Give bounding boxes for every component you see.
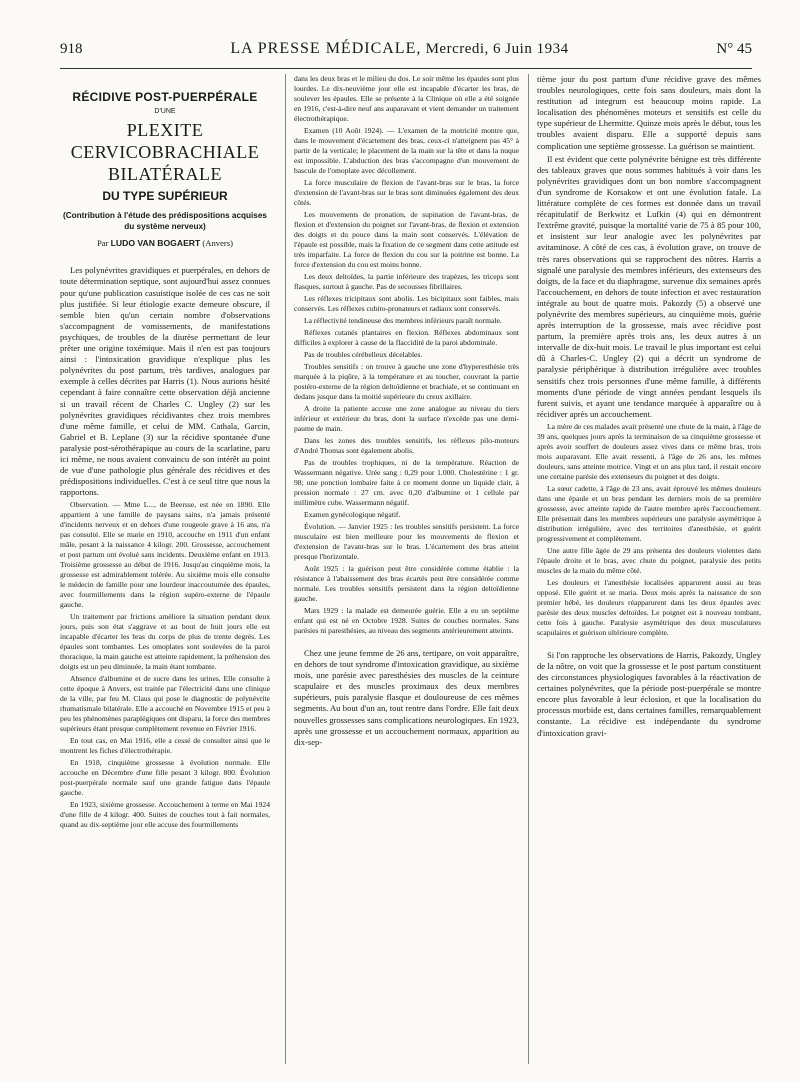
paragraph: Si l'on rapproche les observations de Harris, Pakozdy, Ungley de la nôtre, on voit que la grossesse et le post partum constituent des circonstances physiologiques favorables à la réactivation de certaines polynévrites, que la période post-puerpérale se montre encore plus favorable à leur éclosion, et que la localisation du processus morbide est, dans certaines familles, remarquablement constante. La récidive est indépendante du syndrome d'intoxication gravi-	[537, 649, 761, 738]
paragraph: Les polynévrites gravidiques et puerpérales, en dehors de toute détermination septique, sont aujourd'hui assez connues pour qu'une publication casuistique isolée de ces cas ne soit plus justifiée. Si leur étiologie exacte demeure obscure, il semble bien qu'un certain nombre d'observations s'accompagnent de vomissements, de manifestations psychiques, de troubles de la diurèse permettant de leur prêter une origine toxémique. Mais il n'en est pas toujours ainsi : l'intoxication gravidique n'explique plus les polynévrites du post partum, très tardives, analogues par exemple à celles décrites par Harris (1). Nous aurions hésité cependant à faire connaître cette observation déjà ancienne si un travail récent de Charles C. Ungley (2) sur les polynévrites gravidiques récidivantes chez trois membres d'une même famille, et celui de MM. Cathala, Garcin, Gabriel et B. Leplane (3) sur la récidive spontanée d'une paralysie post-sérothérapique au cours de la scarlatine, paru ici même, ne nous avaient convaincu de son intérêt au point de vue d'une pathologie plus générale des récidives et des prédispositions individuelles. C'est à ce seul titre que nous la rapportons.	[60, 265, 270, 498]
author-place: (Anvers)	[202, 238, 233, 249]
byline	[60, 238, 270, 249]
paragraph: dans les deux bras et le milieu du dos. Le soir même les épaules sont plus lourdes. Le dix-neuvième jour elle est incapable d'écarter les bras, de soulever les épaules. Elle se présente à la Clinique où elle a été soignée en 1916, c'est-à-dire neuf ans auparavant et vient demander un traitement électrothérapique.	[294, 74, 519, 123]
paragraph: A droite la patiente accuse une zone analogue au niveau du tiers inférieur et extérieur du bras, dont la surface n'excède pas une demi-paume de main.	[294, 404, 519, 433]
paragraph: Les réflexes tricipitaux sont abolis. Les bicipitaux sont faibles, mais conservés. Les réflexes cubito-pronateurs et radiaux sont conservés.	[294, 294, 519, 313]
paragraph: La sœur cadette, à l'âge de 23 ans, avait éprouvé les mêmes douleurs dans une épaule et un bras pendant les derniers mois de sa première grossesse, avec atteinte rapide de l'autre membre après l'accouchement. Elle présentait dans les membres supérieurs une paralysie asymétrique à distribution irrégulière, avec des territoires d'anesthésie, et guérit progressivement et complètement.	[537, 483, 761, 543]
paragraph: Chez une jeune femme de 26 ans, tertipare, on voit apparaître, en dehors de tout syndrome d'intoxication gravidique, au sixième mois, une parésie avec paresthésies des muscles de la ceinture scapulaire et des muscles proximaux des deux membres supérieurs, puis paralysie flasque et douloureuse de ces mêmes segments. Au bout d'un an, tout rentre dans l'ordre. Elle fait deux nouvelles grossesses sans complications neurologiques. En 1923, après une grossesse et un accouchement normaux, apparition au dix-sep-	[294, 648, 519, 747]
journal-title-line	[83, 40, 717, 58]
section-spacer	[294, 638, 519, 648]
paragraph: Observation. — Mme L..., de Beersse, est née en 1890. Elle appartient à une famille de paysans sains, n'a jamais présenté d'incidents nerveux et en dehors d'une rougeole grave à 16 ans, n'a pas consulté. Elle se marie en 1910, accouche en 1911 d'un enfant mâle, pesant à la naissance 4 kilogr. 200. Grossesse, accouchement et post partum ont évolué sans incidents. Deuxième enfant en 1913. Troisième grossesse au début de 1916. Jusqu'au cinquième mois, la grossesse est admirablement tolérée. Au sixième mois elle consulte le médecin de famille pour une lourdeur inaccoutumée des épaules, avec fourmillements dans la région supéro-externe de l'épaule gauche.	[60, 500, 270, 610]
paragraph: Examen gynécologique négatif.	[304, 510, 401, 519]
author-name: LUDO VAN BOGAERT	[110, 238, 201, 249]
article-subtitle: (Contribution à l'étude des prédispositions acquises du système nerveux)	[63, 211, 267, 232]
paragraph: Pas de troubles cérébelleux décelables.	[304, 350, 423, 359]
paragraph: Une autre fille âgée de 29 ans présenta des douleurs violentes dans l'épaule droite et le bras, avec chute du poignet, paralysie des petits muscles de la main du même côté.	[537, 545, 761, 575]
issue-date: Mercredi, 6 Juin 1934	[425, 41, 569, 57]
title-line-3: PLEXITE CERVICOBRACHIALE	[70, 120, 260, 163]
paragraph: La force musculaire de flexion de l'avant-bras sur le bras, la force d'extension de l'avant-bras sur le bras sont diminuées également des deux côtés.	[294, 178, 519, 207]
paragraph: Pas de troubles trophiques, ni de la température. Réaction de Wassermann négative. Urée sang : 0,29 pour 1.000. Cholestérine : 1 gr. 98; une ponction lombaire faite à ce moment donne un liquide clair, à pression normale : 27 cm. avec 0,20 d'albumine et 1 cellule par millimètre cube. Wassermann négatif.	[294, 458, 519, 507]
author-prefix: Par	[97, 238, 109, 249]
paragraph: Troubles sensitifs : on trouve à gauche une zone d'hyperesthésie très marquée à la piqûre, à la température et au toucher, couvrant la partie postéro-externe de la région deltoïdienne et brachiale, et se continuant en dedans jusque dans la moitié supérieure du creux axillaire.	[294, 362, 519, 401]
journal-name: LA PRESSE MÉDICALE,	[230, 40, 422, 57]
paragraph: tième jour du post partum d'une récidive grave des mêmes troubles neurologiques, cette fois sans douleurs, mais dont la restitution ad integrum est beaucoup moins rapide. La localisation des phénomènes moteurs et sensitifs est celle du type supérieur de Lhermitte. Quinze mois après le début, tous les troubles avaient disparu. Elle a supporté depuis sans complication une septième grossesse. La guérison se maintient.	[537, 74, 761, 151]
paragraph: Il est évident que cette polynévrite bénigne est très différente des tableaux graves que nous sommes habitués à voir dans les polynévrites gravidiques dont un bon nombre s'accompagnent d'un syndrome de Korsakow et ont une évolution fatale. La littérature complète de ces formes est donnée dans un travail récapitulatif de Berkwitz et Lufkin (4) qui en démontrent l'extrême gravité, puisque la mortalité varie de 75 à 85 pour 100, et insistent sur leur analogie avec les polynévrites par avitaminose. A côté de ces cas, à évolution grave, on trouve de très rares observations qui se rapprochent des nôtres. Harris a signalé une paralysie des membres inférieurs, des extenseurs des doigts, de la face et du diaphragme, survenue dix semaines après l'accouchement, en dehors de toute infection et avec restauration intégrale au bout de quatre mois. Pakozdy (5) a observé une polynévrite des membres supérieurs, au cinquième mois, guérie après interruption de la grossesse, mais avec récidive post partum, la première après trois ans, les deux autres à un intervalle de dix-huit mois. Le travail le plus important est celui dû à Charles-C. Ungley (2) qui a décrit un syndrome de paralysie périphérique à distribution irrégulière avec troubles sensitifs chez trois personnes d'une même famille, à différents moments d'une période de vingt années pendant lesquels ils furent suivis, et ayant une tendance marquée à apparaître ou à récidiver après un accouchement.	[537, 153, 761, 419]
paragraph: En 1918, cinquième grossesse à évolution normale. Elle accouche en Décembre d'une fille pesant 3 kilogr. 800. Évolution post-puerpérale normale sauf une grande fatigue dans l'épaule gauche.	[60, 758, 270, 798]
title-line-1: RÉCIDIVE POST-PUERPÉRALE	[72, 90, 258, 104]
column-2	[285, 74, 519, 1064]
paragraph: Les douleurs et l'anesthésie localisées apparurent aussi au bras opposé. Elle guérit et se maria. Deux mois après la naissance de son premier bébé, les douleurs réapparurent dans les deux épaules avec parésie des deux muscles deltoïdes. Le poignet est à nouveau tombant, cette fois à gauche. Paralysie asymétrique des deux musculatures scapulaires et guérison ultérieure complète.	[537, 577, 761, 637]
title-line-4: BILATÉRALE	[108, 164, 222, 185]
paragraph: Évolution. — Janvier 1925 : les troubles sensitifs persistent. La force musculaire est bien meilleure pour les mouvements de flexion et d'extension de l'avant-bras sur le bras. L'écartement des bras atteint presque l'horizontale.	[294, 522, 519, 561]
running-header	[60, 40, 752, 66]
header-rule	[60, 68, 752, 69]
page-number: 918	[60, 41, 83, 57]
paragraph: La réflectivité tendineuse des membres inférieurs paraît normale.	[304, 316, 502, 325]
paragraph: En 1923, sixième grossesse. Accouchement à terme en Mai 1924 d'une fille de 4 kilogr. 400. Suites de couches tout à fait normales, quand au dix-septième jour elle accuse des fourmillements	[60, 800, 270, 830]
issue-number: N° 45	[716, 41, 752, 57]
column-1	[60, 74, 270, 1064]
section-spacer	[537, 640, 761, 650]
observation-continued	[294, 74, 519, 636]
paragraph: Un traitement par frictions améliore la situation pendant deux jours, puis son état s'aggrave et au bout de huit jours elle est incapable d'écarter les bras du corps de plus de trente degrés. Les épaules sont tombantes. Les omoplates sont soulevées de la paroi thoracique, la main gauche est atteinte rapidement, la préhension des doigts est un peu diminuée, la main étant tombante.	[60, 612, 270, 672]
article-title-block	[60, 92, 270, 249]
paragraph: En tout cas, en Mai 1916, elle a cessé de consulter ainsi que le montrent les fiches d'électrothérapie.	[60, 736, 270, 756]
title-line-5: DU TYPE SUPÉRIEUR	[102, 189, 228, 204]
title-line-2: D'UNE	[154, 108, 176, 116]
paragraph: La mère de ces malades avait présenté une chute de la main, à l'âge de 39 ans, quelques jours après la terminaison de sa cinquième grossesse et après avoir souffert de douleurs assez vives dans ce même bras, trois mois auparavant. Elle avait ressenti, à l'âge de 26 ans, les mêmes douleurs, sans atteinte motrice. Vingt et un ans plus tard, il restait encore une certaine parésie des extenseurs du poignet et des doigts.	[537, 421, 761, 481]
paragraph: Les deux deltoïdes, la partie inférieure des trapèzes, les triceps sont flasques, surtout à gauche. Pas de secousses fibrillaires.	[294, 272, 519, 291]
paragraph: Les mouvements de pronation, de supination de l'avant-bras, de flexion et d'extension du poignet sur l'avant-bras, de flexion et extension des doigts et du pouce dans la main sont conservés. L'élévation de l'épaule est possible, mais la fixation de ce segment dans cette attitude est très imparfaite. La force de flexion du cou sur la poitrine est bonne. La force d'extension du cou est moins bonne.	[294, 210, 519, 269]
family-cases	[537, 422, 761, 638]
paragraph: Mars 1929 : la malade est demeurée guérie. Elle a eu un septième enfant qui est né en Octobre 1928. Suites de couches normales. Sans parésies ni paresthésies, au niveau des segments antérieurement atteints.	[294, 606, 519, 635]
observation-section	[60, 500, 270, 830]
paragraph: Dans les zones des troubles sensitifs, les réflexes pilo-moteurs d'André Thomas sont également abolis.	[294, 436, 519, 455]
paragraph: Absence d'albumine et de sucre dans les urines. Elle consulte à cette époque à Anvers, est traitée par l'électricité dans une clinique de la ville, par feu M. Claus qui pose le diagnostic de polynévrite rhumatismale bilatérale. Elle a accouché en Novembre 1915 et peu à peu les phénomènes paraplégiques ont disparu, la force des membres supérieurs étant presque complètement revenue en Février 1916.	[60, 674, 270, 734]
paragraph: Examen (10 Août 1924). — L'examen de la motricité montre que, dans le mouvement d'écartement des bras, ceux-ci n'atteignent pas 45° à partir de la verticale; le placement de la main sur la tête et dans la nuque est impossible. L'abduction des bras s'accompagne d'un mouvement de bascule de l'omoplate avec décollement.	[294, 126, 519, 175]
paragraph: Réflexes cutanés plantaires en flexion. Réflexes abdominaux sont difficiles à explorer à cause de la flaccidité de la paroi abdominale.	[294, 328, 519, 347]
paragraph: Août 1925 : la guérison peut être considérée comme établie : la résistance à l'abaissement des bras écartés peut être considérée comme normale. Les troubles sensitifs persistent dans la région deltoïdienne gauche.	[294, 564, 519, 603]
column-3	[528, 74, 761, 1064]
